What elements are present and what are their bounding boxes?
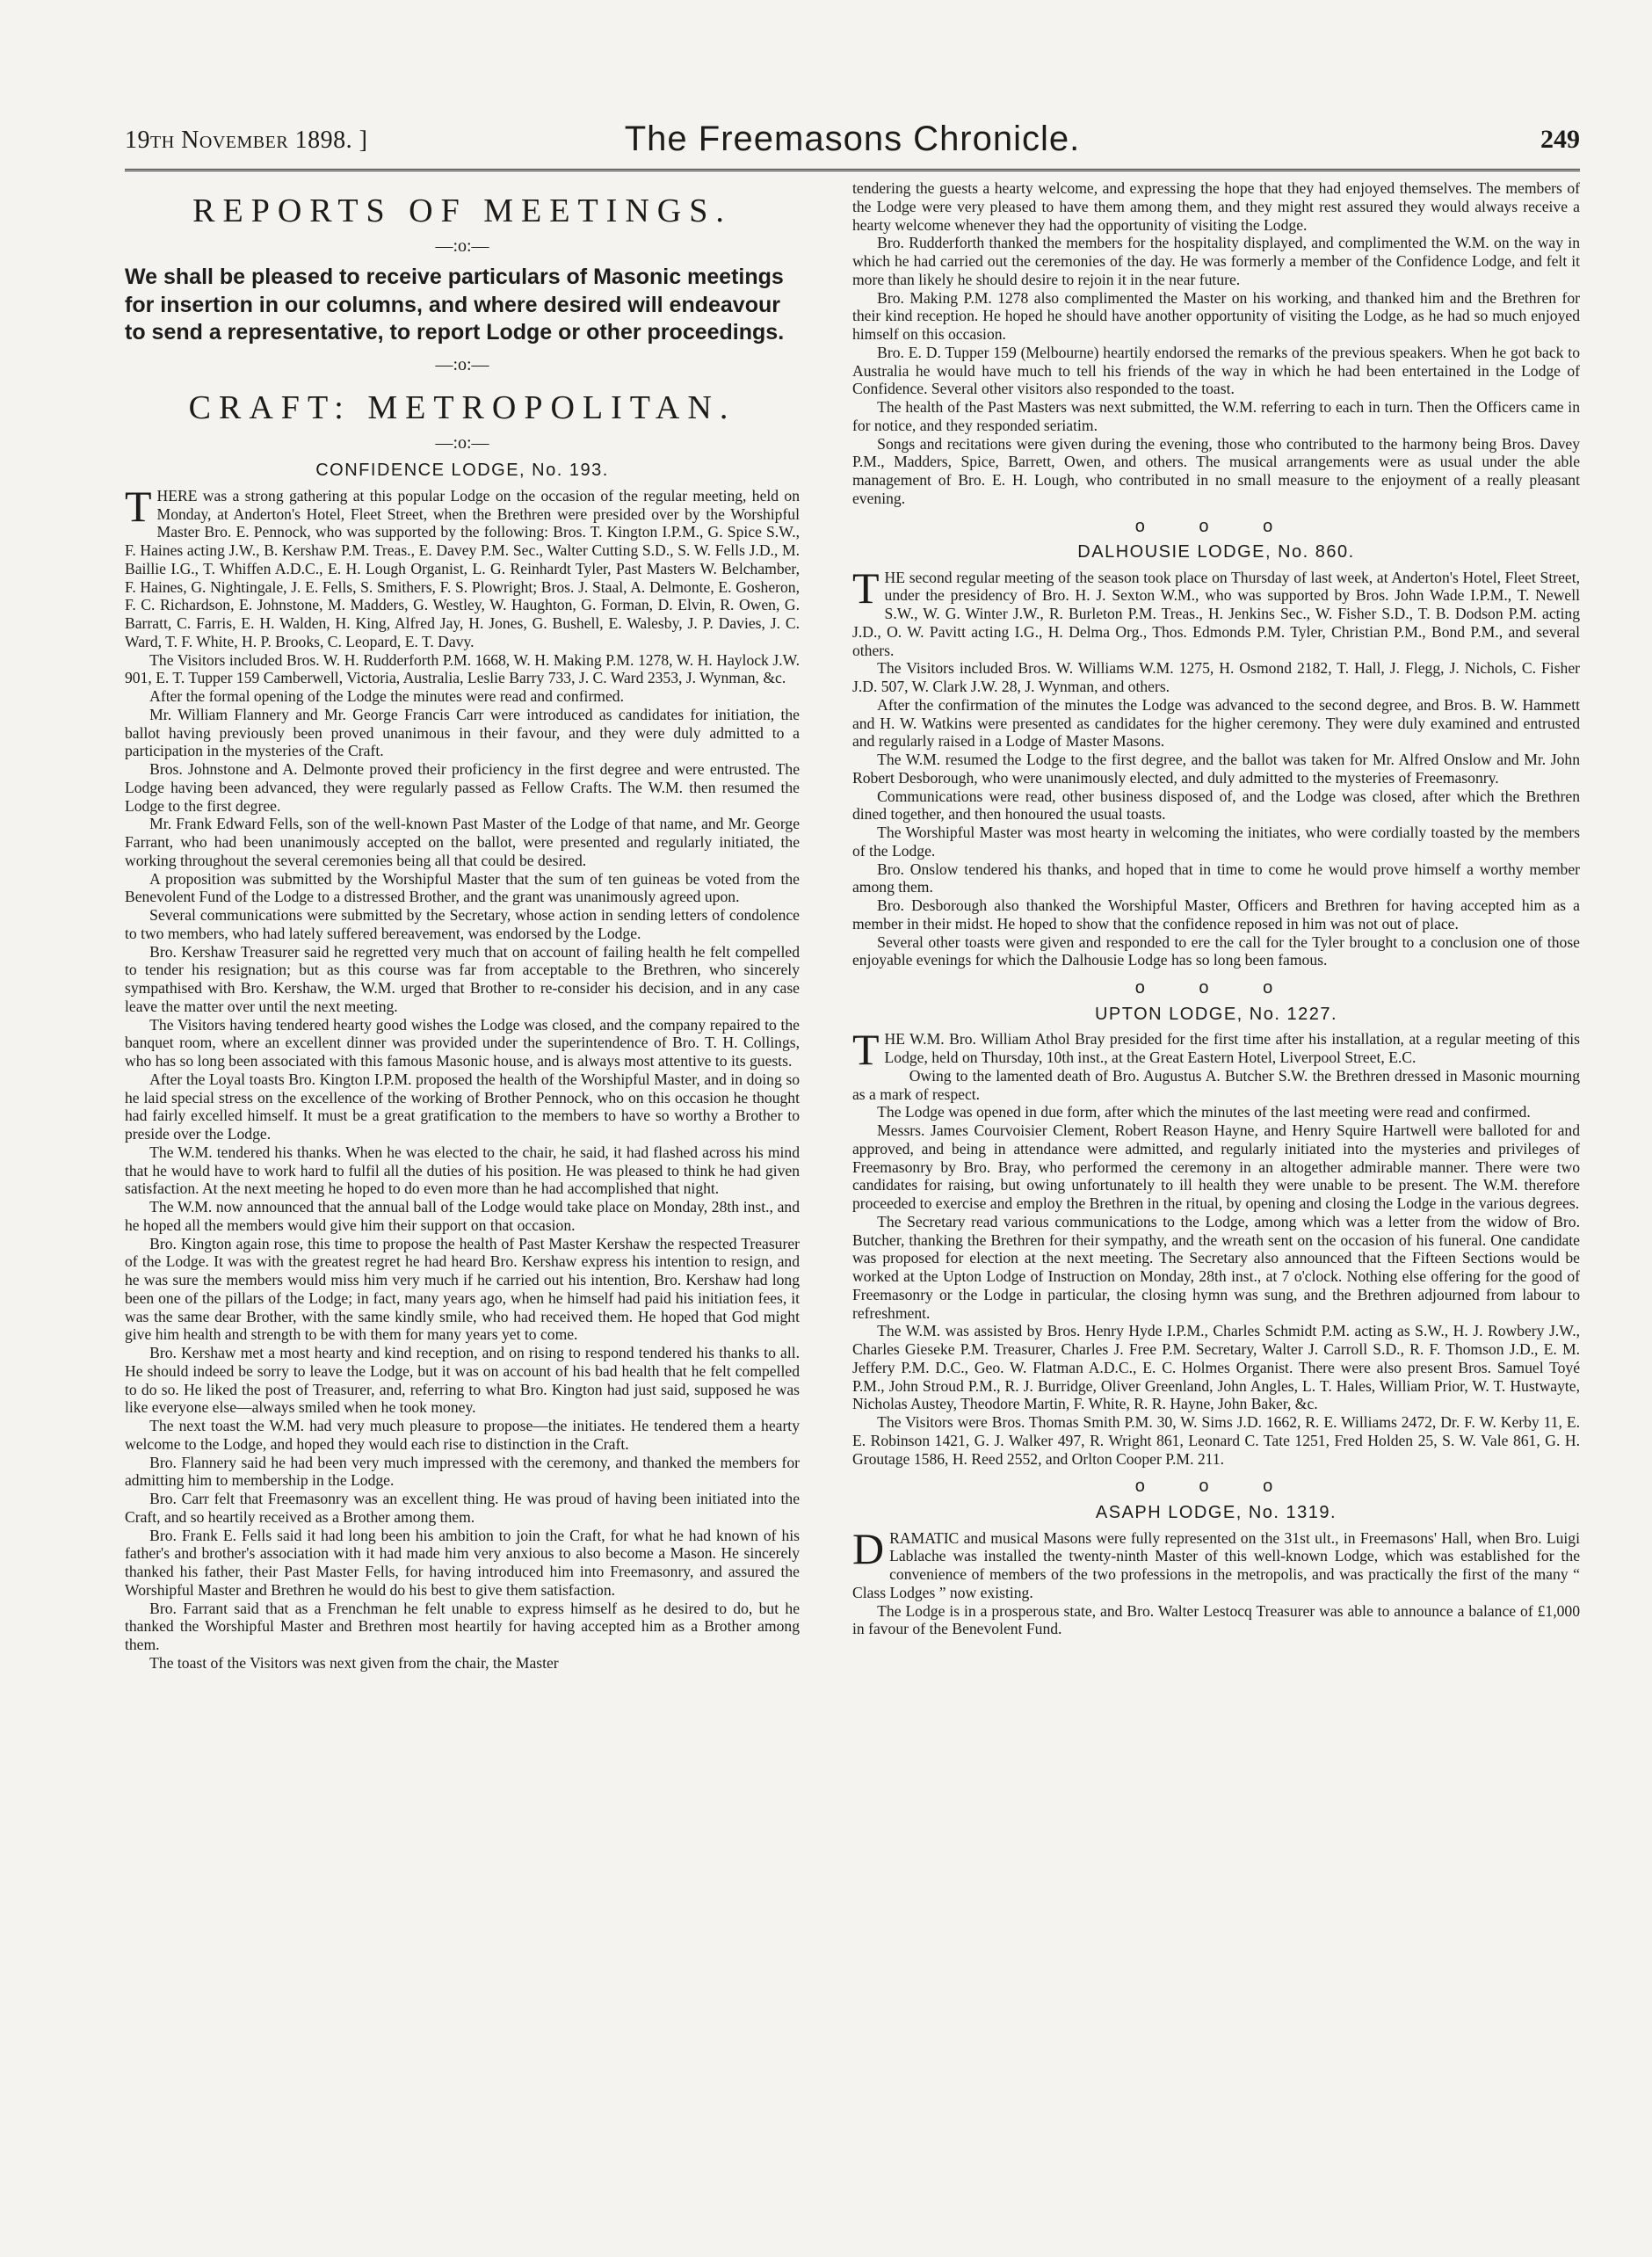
article-paragraph: The next toast the W.M. had very much pleasure to propose—the initiates. He tendered them a hearty welcome to the Lodge, and hoped they would each rise to distinction in the Craft. <box>125 1417 800 1453</box>
article-paragraph: Several other toasts were given and responded to ere the call for the Tyler brought to a conclusion one of those enjoyable evenings for which the Dalhousie Lodge has so long been famous. <box>852 933 1580 969</box>
section-separator: o o o <box>1134 978 1298 998</box>
article-paragraph: The toast of the Visitors was next given from the chair, the Master <box>149 1653 559 1672</box>
divider: —:o:— <box>435 355 489 375</box>
lodge-heading-confidence: CONFIDENCE LODGE, No. 193. <box>315 461 609 481</box>
article-paragraph: The Visitors having tendered hearty good wishes the Lodge was closed, and the company repaired to the banquet room, where an excellent dinner was provided under the superintendence of Bro. T. H. Collings, who has so long been associated with this famous Masonic house, and is always most attentive to its guests. <box>125 1015 800 1070</box>
article-paragraph: The Visitors included Bros. W. Williams W.M. 1275, H. Osmond 2182, T. Hall, J. Flegg, J. Nichols, C. Fisher J.D. 507, W. Clark J.W. 28, J. Wynman, and others. <box>852 659 1580 696</box>
article-paragraph: tendering the guests a hearty welcome, and expressing the hope that they had enjoyed themselves. The members of the Lodge were very pleased to have them among them, and they might rest assured they would always receive a hearty welcome whenever they had the opportunity of visiting the Lodge. <box>852 179 1580 234</box>
drop-cap: D <box>852 1523 885 1573</box>
article-paragraph: The Worshipful Master was most hearty in welcoming the initiates, who were cordially toasted by the members of the Lodge. <box>852 824 1580 860</box>
article-paragraph: Messrs. James Courvoisier Clement, Robert Reason Hayne, and Henry Squire Hartwell were balloted for and approved, and being in attendance were admitted, and regularly initiated into the mysteries and privileges of Freemasonry by Bro. Bray, who performed the ceremony in an altogether admirable manner. There were two candidates for raising, but owing unfortunately to ill health they were unable to be present. The W.M. therefore proceeded to exercise and employ the Brethren in the ritual, by opening and closing the Lodge in the various degrees. <box>852 1121 1580 1213</box>
section-separator: o o o <box>1134 1477 1298 1497</box>
article-paragraph: Songs and recitations were given during the evening, those who contributed to the harmony being Bros. Davey P.M., Madders, Spice, Barrett, Owen, and others. The musical arrangements were as usual under the able management of Bro. E. H. Lough, who contributed in no small measure to the enjoyment of a really pleasant evening. <box>852 434 1580 507</box>
article-paragraph: Bro. Carr felt that Freemasonry was an excellent thing. He was proud of having been initiated into the Craft, and so heartily received as a Brother among them. <box>125 1490 800 1526</box>
confidence-report <box>125 481 800 1673</box>
article-paragraph: Mr. Frank Edward Fells, son of the well-known Past Master of the Lodge of that name, and Mr. George Farrant, who had been unanimously accepted on the ballot, were presented and regularly initiated, the working throughout the several ceremonies being all that could be desired. <box>125 815 800 869</box>
page-number: 249 <box>1540 125 1580 154</box>
article-paragraph: The Visitors included Bros. W. H. Rudderforth P.M. 1668, W. H. Making P.M. 1278, W. H. Haylock J.W. 901, E. T. Tupper 159 Camberwell, Victoria, Australia, Leslie Barry 733, J. C. Ward 2353, J. Wynman, &c. <box>125 650 800 687</box>
lodge-heading-asaph: ASAPH LODGE, No. 1319. <box>1095 1502 1337 1522</box>
article-paragraph: Bro. Desborough also thanked the Worshipful Master, Officers and Brethren for having accepted him as a member in their midst. He hoped to show that the confidence reposed in him was not out of place. <box>852 896 1580 933</box>
dalhousie-report <box>852 562 1580 970</box>
article-paragraph: Bro. Flannery said he had been very much impressed with the ceremony, and thanked the members for admitting him to membership in the Lodge. <box>125 1453 800 1490</box>
confidence-report-continued <box>852 179 1580 508</box>
article-paragraph: Communications were read, other business disposed of, and the Lodge was closed, after which the Brethren dined together, and then honoured the usual toasts. <box>852 787 1580 824</box>
drop-cap: T <box>852 1025 880 1075</box>
asaph-report <box>852 1523 1580 1639</box>
right-column <box>852 179 1580 2222</box>
masthead <box>125 120 1580 171</box>
subsection-title: CRAFT: METROPOLITAN. <box>188 388 736 426</box>
divider: —:o:— <box>435 236 489 256</box>
article-paragraph: DRAMATIC and musical Masons were fully represented on the 31st ult., in Freemasons' Hall, when Bro. Luigi Lablache was installed the twenty-ninth Master of this well-known Lodge, which was established for the convenience of members of the two professions in the metropolis, and was practically the first of the many “ Class Lodges ” now existing. <box>852 1523 1580 1601</box>
section-separator: o o o <box>1134 516 1298 536</box>
article-paragraph: Bro. Making P.M. 1278 also complimented the Master on his working, and thanked him and the Brethren for their kind reception. He hoped he should have another opportunity of visiting the Lodge, as he had so much enjoyed himself on this occasion. <box>852 288 1580 343</box>
lodge-heading-upton: UPTON LODGE, No. 1227. <box>1094 1004 1338 1024</box>
article-paragraph: After the formal opening of the Lodge the minutes were read and confirmed. <box>149 687 624 706</box>
article-paragraph: Mr. William Flannery and Mr. George Francis Carr were introduced as candidates for initiation, the ballot having previously been proved unanimous in their favour, and they were duly admitted to a participation in the mysteries of the Craft. <box>125 705 800 760</box>
publication-title: The Freemasons Chronicle. <box>624 120 1081 158</box>
article-paragraph: The health of the Past Masters was next submitted, the W.M. referring to each in turn. Then the Officers came in for notice, and they responded seriatim. <box>852 398 1580 434</box>
lodge-heading-dalhousie: DALHOUSIE LODGE, No. 860. <box>1077 542 1355 562</box>
drop-cap: T <box>852 562 880 613</box>
article-paragraph: Bro. Kershaw met a most hearty and kind reception, and on rising to respond tendered his thanks to all. He should indeed be sorry to leave the Lodge, but it was on account of his bad health that he felt compelled to do so. He liked the post of Treasurer, and, referring to what Bro. Kington had just said, supposed he was like everyone else—always smiled when he took money. <box>125 1344 800 1417</box>
article-paragraph: THE W.M. Bro. William Athol Bray presided for the first time after his installation, at a regular meeting of this Lodge, held on Thursday, 10th inst., at the Great Eastern Hotel, Liverpool Street, E.C. <box>852 1025 1580 1075</box>
drop-cap: T <box>125 481 152 531</box>
article-paragraph: After the Loyal toasts Bro. Kington I.P.M. proposed the health of the Worshipful Master, and in doing so he laid special stress on the excellence of the working of Brother Pennock, who on this occasion he thought had fairly excelled himself. It must be a great gratification to the members to have so worthy a Brother to preside over the Lodge. <box>125 1070 800 1143</box>
article-paragraph: THE second regular meeting of the season took place on Thursday of last week, at Anderton's Hotel, Fleet Street, under the presidency of Bro. H. J. Sexton W.M., who was supported by Bros. John Wade I.P.M., T. Newell S.W., W. G. Winter J.W., R. Burleton P.M. Treas., H. Jenkins Sec., W. Fisher S.D., T. B. Dodson P.M. acting J.D., O. W. Pavitt acting I.G., H. Delma Org., Thos. Edmonds P.M. Tyler, Christian P.M., Bond P.M., and several others. <box>852 562 1580 659</box>
section-title: REPORTS OF MEETINGS. <box>192 192 732 229</box>
article-paragraph: Bro. E. D. Tupper 159 (Melbourne) heartily endorsed the remarks of the previous speakers. When he got back to Australia he would have much to tell his friends of the way in which he had been entertained in the Lodge of Confidence. Several other visitors also responded to the toast. <box>852 343 1580 398</box>
article-paragraph: Several communications were submitted by the Secretary, whose action in sending letters of condolence to two members, who had lately suffered bereavement, was endorsed by the Lodge. <box>125 906 800 942</box>
article-paragraph: The Lodge was opened in due form, after which the minutes of the last meeting were read and confirmed. <box>877 1103 1531 1121</box>
article-paragraph: The W.M. was assisted by Bros. Henry Hyde I.P.M., Charles Schmidt P.M. acting as S.W., H. J. Rowbery J.W., Charles Gieseke P.M. Treasurer, Charles J. Free P.M. Secretary, Walter J. Carroll S.D., R. F. Thomson J.D., E. M. Jeffery P.M. D.C., Geo. W. Flatman A.D.C., E. C. Holmes Organist. There were also present Bros. Samuel Toyé P.M., John Stroud P.M., R. J. Burridge, Oliver Greenland, John Angles, L. T. Hales, William Prior, W. T. Hustwayte, Nicholas Austey, Theodore Martin, F. White, R. R. Hayne, John Baker, &c. <box>852 1322 1580 1413</box>
divider: —:o:— <box>435 432 489 453</box>
upton-report <box>852 1025 1580 1468</box>
article-paragraph: Bros. Johnstone and A. Delmonte proved their proficiency in the first degree and were entrusted. The Lodge having been advanced, they were regularly passed as Fellow Crafts. The W.M. then resumed the Lodge to the first degree. <box>125 760 800 815</box>
article-paragraph: THERE was a strong gathering at this popular Lodge on the occasion of the regular meeting, held on Monday, at Anderton's Hotel, Fleet Street, when the Brethren were presided over by the Worshipful Master Bro. E. Pennock, who was supported by the following: Bros. T. Kington I.P.M., G. Spice S.W., F. Haines acting J.W., B. Kershaw P.M. Treas., E. Davey P.M. Sec., Walter Cutting S.D., S. W. Fells J.D., M. Baillie I.G., T. Whiffen A.D.C., E. H. Lough Organist, L. G. Reinhardt Tyler, Past Masters W. Belchamber, F. Haines, G. Nightingale, J. E. Fells, S. Smithers, F. S. Plowright; Bros. J. Staal, A. Delmonte, E. Gosheron, F. C. Richardson, E. Johnstone, M. Madders, G. Westley, W. Haughton, G. Forman, D. Elvin, R. Owen, G. Barratt, C. Farris, E. H. Walden, H. King, Alfred Jay, H. Jones, G. Bushell, E. Walesby, J. P. Davies, J. C. Ward, T. F. White, H. P. Brooks, C. Leopard, E. T. Davy. <box>125 481 800 650</box>
article-paragraph: Bro. Kershaw Treasurer said he regretted very much that on account of failing health he felt compelled to tender his resignation; but as this course was far from acceptable to the Brethren, who sincerely sympathised with Bro. Kershaw, the W.M. urged that Brother to re-consider his decision, and in any case leave the matter over until the next meeting. <box>125 942 800 1015</box>
article-paragraph: The W.M. now announced that the annual ball of the Lodge would take place on Monday, 28th inst., and he hoped all the members would give him their support on that occasion. <box>125 1198 800 1234</box>
issue-date: 19th November 1898. ] <box>125 127 368 154</box>
left-column <box>125 179 800 2222</box>
article-paragraph: The Visitors were Bros. Thomas Smith P.M. 30, W. Sims J.D. 1662, R. E. Williams 2472, Dr. F. W. Kerby 11, E. E. Robinson 1421, G. J. Walker 497, R. Wright 861, Leonard C. Tate 1251, Fred Holden 25, S. W. Vale 861, G. H. Groutage 1586, H. Reed 2552, and Orlton Cooper P.M. 211. <box>852 1413 1580 1468</box>
article-paragraph: A proposition was submitted by the Worshipful Master that the sum of ten guineas be voted from the Benevolent Fund of the Lodge to a distressed Brother, and the grant was unanimously agreed upon. <box>125 869 800 906</box>
article-paragraph: The Lodge is in a prosperous state, and Bro. Walter Lestocq Treasurer was able to announce a balance of £1,000 in favour of the Benevolent Fund. <box>852 1601 1580 1638</box>
article-paragraph: Bro. Farrant said that as a Frenchman he felt unable to express himself as he desired to do, but he thanked the Worshipful Master and Brethren most heartily for having accepted him as a Brother among them. <box>125 1599 800 1654</box>
article-paragraph: Bro. Kington again rose, this time to propose the health of Past Master Kershaw the respected Treasurer of the Lodge. It was with the greatest regret he had heard Bro. Kershaw express his intention to resign, and he was sure the members would miss him very much if he carried out his intention, Bro. Kershaw had long been one of the pillars of the Lodge; in fact, many years ago, when he himself had paid his initiation fees, it was the same dear Brother, with the same kindly smile, who had received them. He hoped that God might give him health and strength to be with them for many years yet to come. <box>125 1234 800 1344</box>
article-paragraph: The W.M. resumed the Lodge to the first degree, and the ballot was taken for Mr. Alfred Onslow and Mr. John Robert Desborough, who were unanimously elected, and duly admitted to the mysteries of Freemasonry. <box>852 751 1580 787</box>
article-paragraph: Bro. Frank E. Fells said it had long been his ambition to join the Craft, for what he had known of his father's and brother's association with it had made him very anxious to also become a Mason. He sincerely thanked his father, their Past Master Fells, for having introduced him into Freemasonry, and assured the Worshipful Master and Brethren he would do his best to give them satisfaction. <box>125 1526 800 1599</box>
article-paragraph: The W.M. tendered his thanks. When he was elected to the chair, he said, it had flashed across his mind that he would have to work hard to fulfil all the duties of his position. He was pleased to think he had given satisfaction. At the next meeting he hoped to do even more than he had accomplished that night. <box>125 1143 800 1198</box>
lead-notice: We shall be pleased to receive particulars of Masonic meetings for insertion in our columns, and where desired will endeavour to send a representative, to report Lodge or other proceedings. <box>125 265 785 345</box>
article-paragraph: The Secretary read various communications to the Lodge, among which was a letter from the widow of Bro. Butcher, thanking the Brethren for their sympathy, and the wreath sent on the occasion of his funeral. One candidate was proposed for election at the next meeting. The Secretary also announced that the Fifteen Sections would be worked at the Upton Lodge of Instruction on Monday, 28th inst., at 7 o'clock. Nothing else offering for the good of Freemasonry or the Lodge in particular, the closing hymn was sung, and the Brethren adjourned from labour to refreshment. <box>852 1212 1580 1322</box>
article-paragraph: Bro. Rudderforth thanked the members for the hospitality displayed, and complimented the W.M. on the way in which he had carried out the ceremonies of the day. He was formerly a member of the Confidence Lodge, and felt it more than likely he should desire to rejoin it in the near future. <box>852 234 1580 288</box>
article-paragraph: After the confirmation of the minutes the Lodge was advanced to the second degree, and Bros. B. W. Hammett and H. W. Watkins were presented as candidates for the higher ceremony. They were duly examined and entrusted and regularly raised in a Lodge of Master Masons. <box>852 695 1580 751</box>
article-paragraph: Bro. Onslow tendered his thanks, and hoped that in time to come he would prove himself a worthy member among them. <box>852 860 1580 896</box>
article-paragraph: Owing to the lamented death of Bro. Augustus A. Butcher S.W. the Brethren dressed in Masonic mourning as a mark of respect. <box>852 1066 1580 1103</box>
